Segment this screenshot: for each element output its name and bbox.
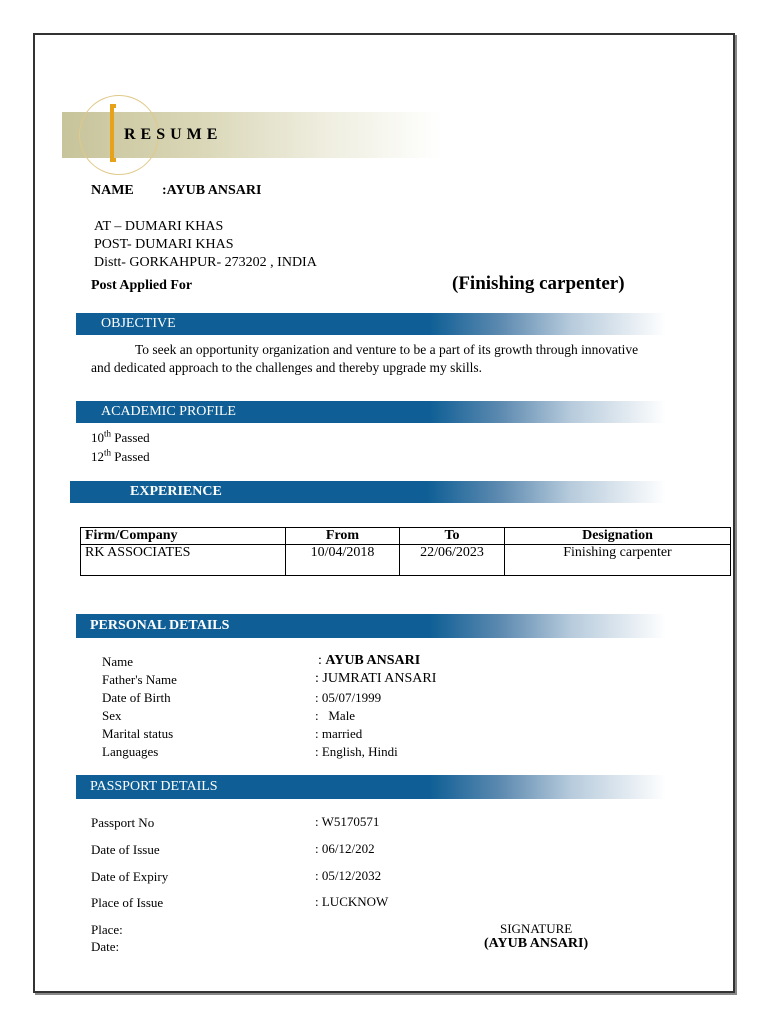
place-label: Place: [91, 922, 123, 937]
passport-label-expiry-date: Date of Expiry [91, 869, 169, 884]
table-row [81, 545, 731, 576]
address-line-3: Distt- GORKAHPUR- 273202 , INDIA [94, 255, 317, 270]
address-line-2: POST- DUMARI KHAS [94, 237, 234, 252]
personal-value-dob: : 05/07/1999 [315, 690, 382, 705]
personal-label-name: Name [102, 654, 134, 669]
academic-section-bar [76, 401, 666, 423]
personal-label-father: Father's Name [102, 672, 177, 687]
experience-heading: EXPERIENCE [130, 484, 222, 499]
table-cell: 22/06/2023 [400, 545, 505, 576]
passport-section-bar [76, 775, 666, 799]
personal-value-name: : AYUB ANSARI [318, 653, 421, 668]
personal-label-dob: Date of Birth [102, 690, 171, 705]
objective-text-line-2: and dedicated approach to the challenges and thereby upgrade my skills. [91, 360, 482, 375]
passport-heading: PASSPORT DETAILS [90, 779, 218, 794]
passport-label-number: Passport No [91, 815, 155, 830]
column-header: Firm/Company [81, 528, 286, 545]
experience-section-bar [70, 481, 666, 503]
table-cell: Finishing carpenter [505, 545, 731, 576]
column-header: From [286, 528, 400, 545]
personal-value-languages: : English, Hindi [315, 744, 398, 759]
resume-header-bracket [110, 104, 116, 162]
passport-value-number: : W5170571 [315, 814, 380, 829]
personal-value-father: : JUMRATI ANSARI [315, 671, 437, 686]
objective-heading: OBJECTIVE [101, 316, 176, 331]
personal-section-bar [76, 614, 666, 638]
table-cell: RK ASSOCIATES [81, 545, 286, 576]
objective-text-line-1: To seek an opportunity organization and venture to be a part of its growth through innovative [135, 342, 639, 357]
personal-label-languages: Languages [102, 744, 159, 759]
address-line-1: AT – DUMARI KHAS [94, 219, 224, 234]
name-label: NAME [91, 183, 134, 198]
academic-item: 12th Passed [91, 447, 150, 464]
personal-label-sex: Sex [102, 708, 122, 723]
column-header: To [400, 528, 505, 545]
name-value: :AYUB ANSARI [162, 183, 262, 198]
academic-item: 10th Passed [91, 428, 150, 445]
personal-value-sex: : Male [315, 708, 356, 723]
personal-label-marital: Marital status [102, 726, 174, 741]
objective-section-bar [76, 313, 666, 335]
personal-heading: PERSONAL DETAILS [90, 618, 230, 633]
experience-table [80, 527, 731, 576]
academic-heading: ACADEMIC PROFILE [101, 404, 236, 419]
personal-value-marital: : married [315, 726, 363, 741]
signature-label: SIGNATURE [500, 921, 573, 936]
page-title: RESUME [124, 126, 223, 143]
signature-name: (AYUB ANSARI) [484, 936, 589, 951]
post-applied-value: (Finishing carpenter) [452, 273, 625, 294]
post-applied-label: Post Applied For [91, 278, 193, 293]
passport-value-issue-date: : 06/12/202 [315, 841, 375, 856]
passport-value-expiry-date: : 05/12/2032 [315, 868, 382, 883]
table-header-row [81, 528, 731, 545]
table-cell: 10/04/2018 [286, 545, 400, 576]
passport-label-place: Place of Issue [91, 895, 164, 910]
date-label: Date: [91, 939, 120, 954]
passport-label-issue-date: Date of Issue [91, 842, 160, 857]
column-header: Designation [505, 528, 731, 545]
passport-value-place: : LUCKNOW [315, 894, 389, 909]
